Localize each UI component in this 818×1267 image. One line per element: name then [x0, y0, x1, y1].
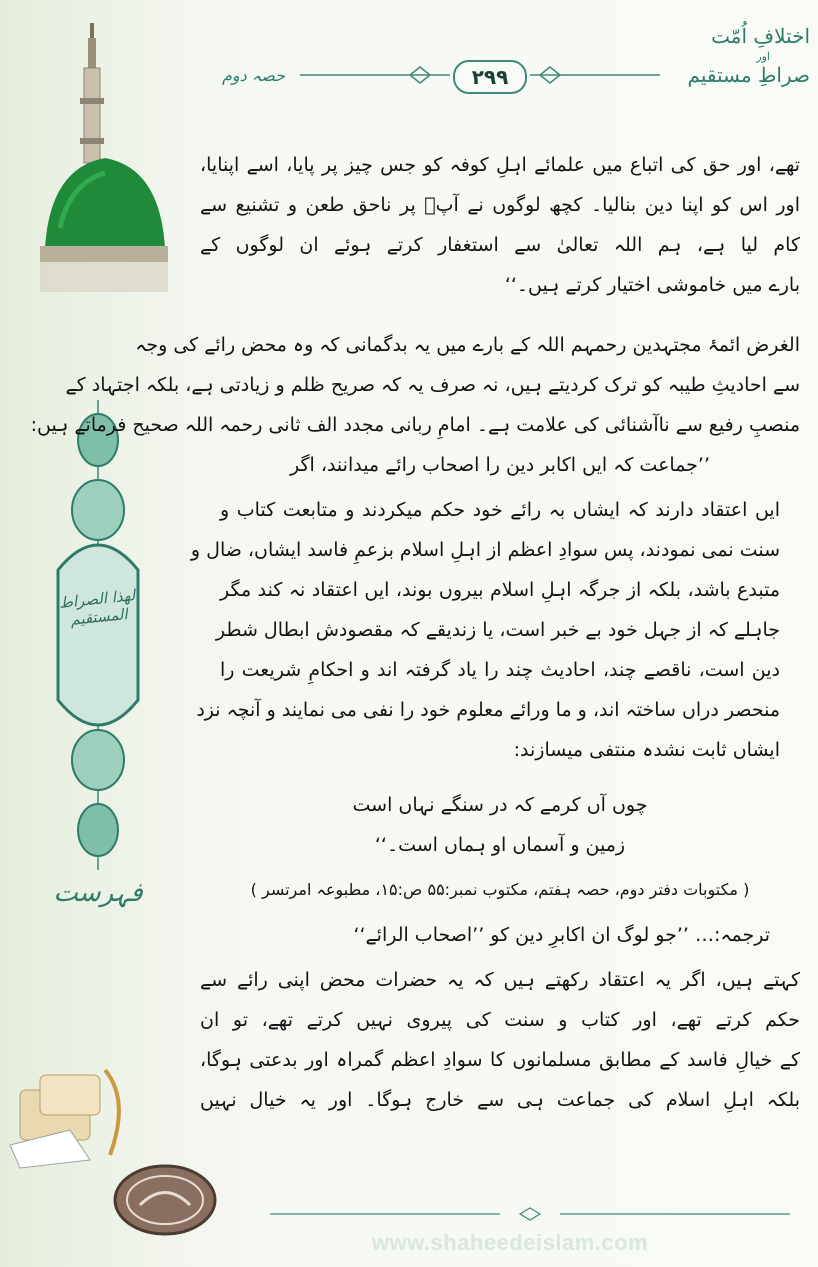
translation-line: بلکہ اہلِ اسلام کی جماعت ہی سے خارج ہوگا۔ اور یہ خیال نہیں — [200, 1089, 800, 1111]
text-line: کام لیا ہے، ہم اللہ تعالیٰ سے استغفار کرتے ہوئے ان لوگوں کے — [200, 234, 800, 256]
quote-line: ایں اعتقاد دارند کہ ایشاں بہ رائے خود حکم میکردند و متابعت کتاب و — [220, 499, 780, 521]
index-link[interactable]: فہرست — [53, 878, 143, 908]
minaret-dome-image — [20, 18, 170, 293]
text-line: بارے میں خاموشی اختیار کرتے ہیں۔‘‘ — [504, 274, 800, 296]
translation-line: ترجمہ:… ’’جو لوگ ان اکابرِ دین کو ’’اصحاب الرائے‘‘ — [353, 924, 770, 946]
quote-line: منحصر دراں ساختہ اند، و ما ورائے معلوم خود را نفی می نمایند و آنچہ نزد — [196, 699, 780, 721]
book-title-line1: اختلافِ اُمّت — [711, 24, 810, 48]
side-ornament — [48, 400, 148, 870]
footer-ornament-rule — [270, 1207, 790, 1221]
quote-line: دین است، ناقصے چند، احادیث چند را یاد گرفتہ اند و احکامِ شریعت را — [220, 659, 780, 681]
quote-line: ’’جماعت کہ ایں اکابر دین را اصحاب رائے میدانند، اگر — [289, 454, 711, 476]
section-label: حصہ دوم — [222, 66, 285, 85]
quote-line: ایشاں ثابت نشدہ منتفی میسازند: — [513, 739, 780, 761]
book-title-connector: اور — [756, 50, 770, 63]
text-line: اور اس کو اپنا دین بنالیا۔ کچھ لوگوں نے آپؒ پر ناحق طعن و تشنیع سے — [200, 194, 800, 216]
scrolls-quill-image — [10, 1060, 150, 1170]
text-line: منصبِ رفیع سے ناآشنائی کی علامت ہے۔ امامِ ربانی مجدد الف ثانی رحمہ اللہ صحیح فرماتے ہیں: — [30, 414, 800, 436]
text-line: تھے، اور حق کی اتباع میں علمائے اہلِ کوفہ کو جس چیز پر پایا، اسے اپنایا، — [200, 154, 800, 176]
translation-line: کہتے ہیں، اگر یہ اعتقاد رکھتے ہیں کہ یہ حضرات محض اپنی رائے سے — [200, 969, 800, 991]
quote-line: جاہلے کہ از جہل خود بے خبر است، یا زندیقے کہ مقصودش ابطال شطر — [215, 619, 780, 641]
verse-line: چوں آں کرمے کہ در سنگے نہاں است — [352, 794, 648, 816]
seal-logo — [110, 1160, 220, 1240]
text-line: الغرض ائمۂ مجتہدین رحمہم اللہ کے بارے میں یہ بدگمانی کہ وہ محض رائے کی وجہ — [135, 334, 800, 356]
book-title-line2: صراطِ مستقیم — [687, 63, 810, 87]
quote-line: سنت نمی نمودند، پس سوادِ اعظم از اہلِ اسلام بزعمِ فاسد ایشاں، ضال و — [190, 539, 780, 561]
ornament-calligraphy: لھذا الصراط المستقیم — [58, 586, 136, 629]
verse-line: زمین و آسماں او ہماں است۔‘‘ — [374, 834, 626, 856]
citation: ( مکتوبات دفتر دوم، حصہ ہفتم، مکتوب نمبر:۵۵ ص:۱۵، مطبوعہ امرتسر ) — [250, 880, 750, 899]
book-title — [660, 24, 810, 87]
website-url[interactable]: www.shaheedeislam.com — [371, 1230, 649, 1255]
quote-line: متبدع باشد، بلکہ از جرگہ اہلِ اسلام بیروں بوند، ایں اعتقاد نہ کند مگر — [220, 579, 780, 601]
translation-line: حکم کرتے تھے، اور کتاب و سنت کی پیروی نہیں کرتے تھے، تو ان — [200, 1009, 800, 1031]
text-line: سے احادیثِ طیبہ کو ترک کردیتے ہیں، نہ صرف یہ کہ صریح ظلم و زیادتی ہے، بلکہ اجتہاد کے — [65, 374, 800, 396]
page-number: ۲۹۹ — [453, 60, 527, 94]
translation-line: کے خیالِ فاسد کے مطابق مسلمانوں کا سوادِ اعظم گمراہ اور بدعتی ہوگا، — [200, 1049, 800, 1071]
